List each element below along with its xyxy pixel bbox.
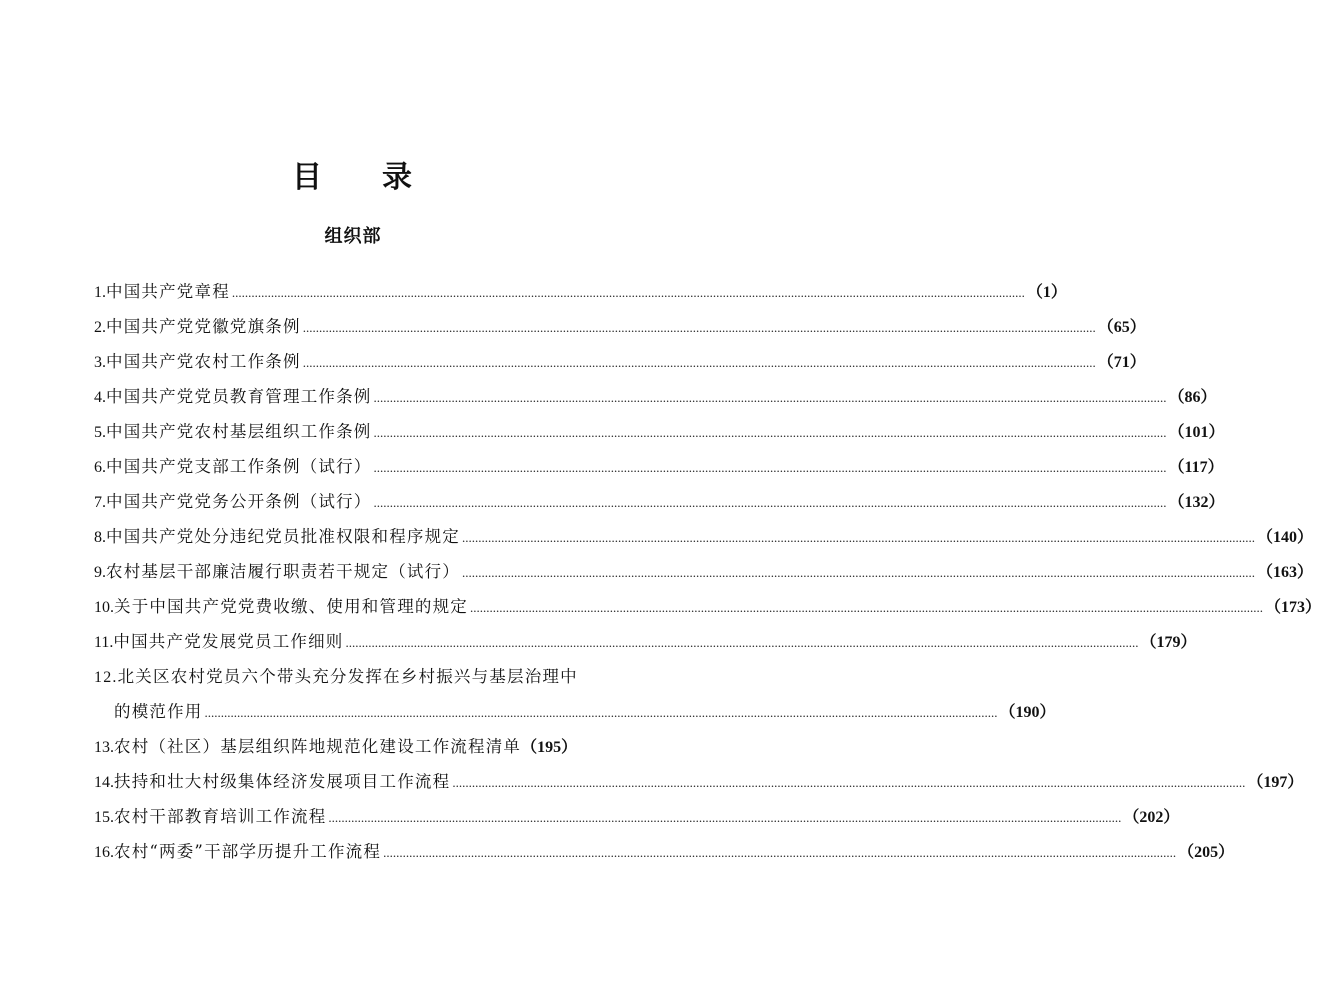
toc-entry-page: （1）	[1026, 284, 1067, 301]
toc-entry-page: （71）	[1097, 354, 1146, 371]
toc-entry[interactable]	[94, 453, 1224, 488]
toc-entry-title-line1: 北关区农村党员六个带头充分发挥在乡村振兴与基层治理中	[117, 667, 578, 686]
toc-entry-page: （195）	[521, 739, 578, 756]
toc-entry-number: 11.	[94, 634, 114, 651]
toc-entry-number: 10.	[94, 599, 114, 616]
toc-entry-page: （202）	[1123, 809, 1180, 826]
toc-entry-title: 中国共产党处分违纪党员批准权限和程序规定	[106, 527, 460, 546]
title-char-left: 目	[292, 160, 324, 195]
toc-entry[interactable]	[94, 348, 1146, 383]
toc-entry-number: 13.	[94, 739, 114, 756]
toc-entry-page: （86）	[1168, 389, 1217, 406]
toc-entry-title: 农村（社区）基层组织阵地规范化建设工作流程清单	[114, 737, 522, 756]
toc-entry-number: 15.	[94, 809, 114, 826]
dot-leader	[303, 355, 1096, 371]
toc-entry-line2	[94, 698, 1056, 733]
toc-entry-number: 1.	[94, 284, 106, 301]
dot-leader	[470, 600, 1263, 616]
page-title	[0, 152, 706, 196]
toc-entry-page: （190）	[999, 704, 1056, 721]
toc-entry-title: 中国共产党党员教育管理工作条例	[106, 387, 372, 406]
toc-entry-number: 7.	[94, 494, 106, 511]
toc-entry-page: （132）	[1168, 494, 1225, 511]
dot-leader	[232, 285, 1025, 301]
toc-entry[interactable]	[94, 768, 1304, 803]
toc-entry-page: （205）	[1178, 844, 1235, 861]
toc-entry-number: 8.	[94, 529, 106, 546]
toc-entry[interactable]	[94, 523, 1314, 558]
dot-leader	[462, 530, 1255, 546]
dot-leader	[452, 775, 1245, 791]
dot-leader	[205, 705, 998, 721]
toc-entry-page: （173）	[1265, 599, 1321, 616]
toc-entry-title: 中国共产党农村工作条例	[106, 352, 301, 371]
toc-entry-number: 14.	[94, 774, 114, 791]
toc-entry-title: 中国共产党农村基层组织工作条例	[106, 422, 372, 441]
toc-entry-number: 4.	[94, 389, 106, 406]
toc-entry-title-line2: 的模范作用	[114, 702, 203, 721]
dot-leader	[374, 425, 1167, 441]
dot-leader	[374, 390, 1167, 406]
toc-entry-page: （163）	[1257, 564, 1314, 581]
toc-entry-title: 农村基层干部廉洁履行职责若干规定（试行）	[106, 562, 460, 581]
dot-leader	[346, 635, 1139, 651]
toc-entry[interactable]	[94, 313, 1146, 348]
toc-entry-title: 中国共产党章程	[106, 282, 230, 301]
toc-entry-number: 12.	[94, 669, 118, 686]
toc-entry-title: 农村干部教育培训工作流程	[114, 807, 327, 826]
toc-entry-number: 2.	[94, 319, 106, 336]
table-of-contents	[94, 278, 1321, 873]
toc-entry[interactable]	[94, 278, 1067, 313]
toc-entry-number: 3.	[94, 354, 106, 371]
toc-entry-page: （197）	[1247, 774, 1304, 791]
toc-entry-number: 16.	[94, 844, 114, 861]
toc-entry-page: （140）	[1257, 529, 1314, 546]
dot-leader	[328, 810, 1121, 826]
toc-entry-title: 中国共产党支部工作条例（试行）	[106, 457, 372, 476]
toc-entry[interactable]	[94, 593, 1321, 628]
toc-entry-number: 9.	[94, 564, 106, 581]
toc-entry-title: 关于中国共产党党费收缴、使用和管理的规定	[114, 597, 468, 616]
toc-entry-title: 中国共产党发展党员工作细则	[113, 632, 344, 651]
section-heading: 组织部	[324, 226, 382, 247]
toc-entry-number: 6.	[94, 459, 106, 476]
toc-entry[interactable]	[94, 838, 1235, 873]
toc-entry-title: 中国共产党党务公开条例（试行）	[106, 492, 372, 511]
toc-entry[interactable]	[94, 628, 1197, 663]
toc-entry-page: （65）	[1097, 319, 1146, 336]
dot-leader	[462, 565, 1255, 581]
toc-entry[interactable]	[94, 733, 614, 768]
toc-entry-number: 5.	[94, 424, 106, 441]
toc-entry-page: （179）	[1140, 634, 1197, 651]
toc-entry-page: （101）	[1168, 424, 1225, 441]
toc-entry-page: （117）	[1168, 459, 1224, 476]
dot-leader	[303, 320, 1096, 336]
toc-entry-line1	[94, 663, 614, 698]
dot-leader	[383, 845, 1176, 861]
dot-leader	[374, 460, 1167, 476]
toc-entry-title: 中国共产党党徽党旗条例	[106, 317, 301, 336]
toc-entry-title: 扶持和壮大村级集体经济发展项目工作流程	[114, 772, 451, 791]
toc-entry[interactable]	[94, 803, 1180, 838]
title-char-right: 录	[382, 160, 414, 195]
toc-entry-title: 农村“两委”干部学历提升工作流程	[114, 842, 382, 861]
toc-entry[interactable]	[94, 418, 1225, 453]
toc-entry[interactable]	[94, 558, 1314, 593]
toc-entry[interactable]	[94, 488, 1225, 523]
toc-entry[interactable]	[94, 383, 1217, 418]
toc-entry[interactable]	[94, 663, 1056, 733]
dot-leader	[374, 495, 1167, 511]
